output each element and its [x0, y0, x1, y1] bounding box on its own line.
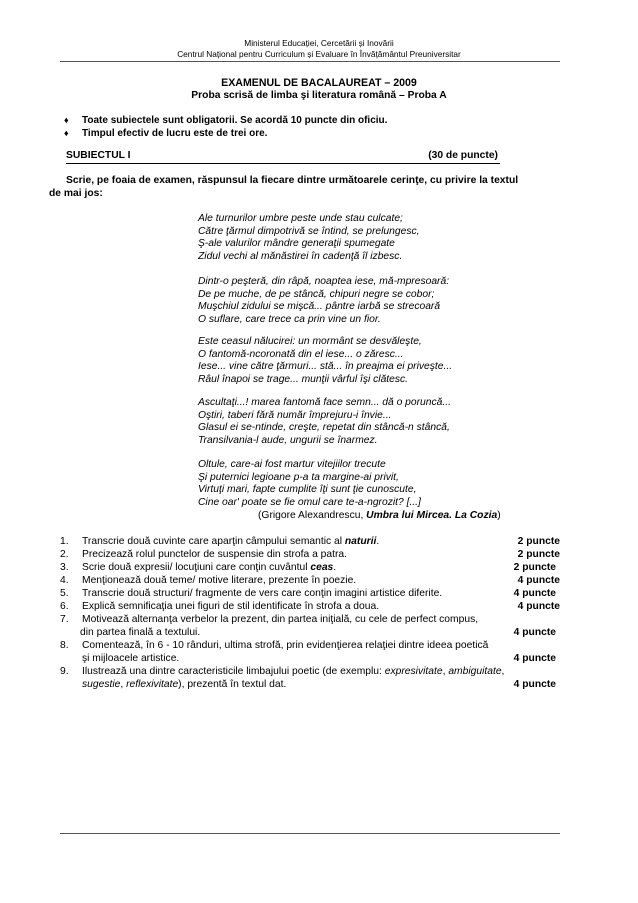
question-points: 4 puncte: [513, 679, 556, 690]
question-number: 1.: [60, 536, 69, 547]
question-item: [60, 640, 489, 665]
question-number: 5.: [60, 588, 69, 599]
question-points: 4 puncte: [517, 575, 560, 586]
poem-stanza: [198, 397, 451, 447]
citation-work: Umbra lui Mircea. La Cozia: [366, 510, 498, 521]
question-keyword: expresivitate: [384, 666, 443, 677]
question-text-part: ,: [442, 666, 449, 677]
poem-verse: Transilvania-l aude, ungurii se înarmez.: [198, 434, 378, 446]
question-text: Transcrie două cuvinte care aparţin câmpului semantic al: [82, 536, 345, 547]
exam-title: EXAMENUL DE BACALAUREAT – 2009: [221, 77, 417, 89]
poem-verse: O suflare, care trece ca prin vine un fior.: [198, 313, 381, 325]
question-keyword: reflexivitate: [126, 678, 179, 690]
poem-verse: Ascultaţi...! marea fantomă face semn... dă o poruncă...: [198, 397, 451, 408]
question-item: [60, 549, 348, 562]
poem-verse: Glasul ei se-ntinde, creşte, repetat din stâncă-n stâncă,: [198, 422, 450, 433]
citation-author: (Grigore Alexandrescu,: [258, 510, 367, 521]
poem-stanza: [198, 459, 421, 509]
question-number: 3.: [60, 562, 69, 573]
question-keyword: naturii: [344, 536, 377, 547]
question-text: Motivează alternanţa verbelor la prezent, din partea iniţială, cu cele de perfect compus,: [82, 614, 479, 625]
ministry-header: Ministerul Educației, Cercetării și Inovării: [244, 38, 394, 48]
poem-stanza: [198, 336, 452, 386]
poem-stanza: [198, 213, 419, 263]
question-keyword: sugestie: [82, 678, 121, 690]
subject-points: (30 de puncte): [428, 150, 498, 161]
rule-item: ♦ Toate subiectele sunt obligatorii. Se acordă 10 puncte din oficiu.: [64, 115, 388, 126]
poem-verse: Virtuţi mari, fapte cumplite îţi sunt ţie cunoscute,: [198, 484, 417, 495]
poem-verse: Oltule, care-ai fost martur vitejiilor trecute: [198, 459, 386, 470]
poem-verse: Şi puternici legioane p-a ta margine-ai privit,: [198, 471, 399, 483]
question-number: 4.: [60, 575, 69, 586]
question-keyword: ceas: [310, 562, 334, 573]
question-text: Explică semnificaţia unei figuri de stil identificate în strofa a doua.: [82, 601, 380, 612]
question-keyword: ambiguitate: [448, 666, 502, 677]
question-text: .: [333, 562, 337, 573]
question-text: .: [376, 536, 380, 547]
exam-subtitle: Proba scrisă de limba şi literatura română – Proba A: [191, 90, 447, 101]
poem-verse: Dintr-o peşteră, din râpă, noaptea iese, mă-mpresoară:: [198, 276, 450, 287]
question-text: Scrie două expresii/ locuţiuni care conţin cuvântul: [82, 562, 311, 573]
poem-verse: O fantomă-ncoronată din el iese... o zăresc...: [198, 348, 404, 360]
subject-label: SUBIECTUL I: [66, 150, 131, 161]
question-item: [60, 601, 380, 614]
question-text: [82, 666, 504, 679]
question-points: 2 puncte: [517, 536, 560, 547]
question-text: Transcrie două structuri/ fragmente de vers care conţin imagini artistice diferite.: [82, 588, 443, 599]
poem-verse: Cine oar' poate se fie omul care te-a-ngrozit? [...]: [198, 496, 421, 508]
question-item: [60, 575, 357, 588]
poem-stanza: [198, 276, 449, 326]
citation-close: ): [497, 510, 501, 521]
question-number: 6.: [60, 601, 69, 612]
poem-verse: Ş-ale valurilor mândre generaţii spumegate: [198, 238, 395, 249]
question-number: 2.: [60, 549, 69, 560]
diamond-bullet-icon: ♦: [64, 128, 69, 138]
instruction-line: Scrie, pe foaia de examen, răspunsul la fiecare dintre următoarele cerinţe, cu privire la textul: [66, 175, 519, 186]
question-item: [60, 562, 337, 575]
poem-citation: [258, 510, 501, 521]
subject-heading: [66, 150, 500, 164]
question-text: Comentează, în 6 - 10 rânduri, ultima strofă, prin evidenţierea relaţiei dintre ideea poetică: [82, 640, 489, 651]
question-item: [60, 666, 505, 691]
center-header: Centrul Național pentru Curriculum și Evaluare în Învățământul Preuniversitar: [177, 49, 461, 59]
poem-verse: De pe muche, de pe stâncă, chipuri negre se cobor;: [198, 288, 435, 300]
question-points: 4 puncte: [517, 601, 560, 612]
rule-item: ♦ Timpul efectiv de lucru este de trei ore.: [64, 128, 268, 139]
instruction-line: de mai jos:: [49, 188, 103, 199]
question-points: 4 puncte: [513, 653, 556, 664]
poem-verse: Ale turnurilor umbre peste unde stau culcate;: [198, 213, 403, 224]
question-number: 9.: [60, 666, 69, 677]
question-points: 4 puncte: [513, 588, 556, 599]
question-text: şi mijloacele artistice.: [82, 652, 180, 664]
question-item: [60, 614, 479, 639]
diamond-bullet-icon: ♦: [64, 115, 69, 125]
footer-divider: [60, 833, 560, 834]
question-text: din partea finală a textului.: [80, 626, 201, 638]
question-points: 2 puncte: [513, 562, 556, 573]
poem-verse: Iese... vine către ţărmuri... stă... în preajma ei priveşte...: [198, 361, 453, 372]
header-divider: [60, 61, 560, 62]
question-text-part: Ilustrează una dintre caracteristicile limbajului poetic (de exemplu:: [82, 666, 385, 677]
poem-verse: Râul înapoi se trage... munţii vârful îşi clătesc.: [198, 373, 409, 385]
question-text: [82, 679, 504, 692]
poem-verse: Este ceasul nălucirei: un mormânt se desvăleşte,: [198, 336, 422, 347]
question-text-part: ,: [501, 666, 505, 677]
poem-verse: Oştiri, taberi fără număr împrejuru-i învie...: [198, 409, 392, 421]
poem-verse: Zidul vechi al mănăstirei în cadenţă îl izbesc.: [198, 250, 403, 262]
poem-verse: Către ţărmul dimpotrivă se întind, se prelungesc,: [198, 225, 420, 237]
question-item: [60, 588, 443, 601]
question-item: [60, 536, 380, 549]
poem-verse: Muşchiul zidului se mişcă... pântre iarbă se strecoară: [198, 301, 441, 312]
question-text: Menţionează două teme/ motive literare, prezente în poezie.: [82, 575, 357, 586]
question-number: 8.: [60, 640, 69, 651]
question-text-part: ), prezentă în textul dat.: [178, 678, 287, 690]
question-number: 7.: [60, 614, 69, 625]
question-text: Precizează rolul punctelor de suspensie din strofa a patra.: [82, 549, 348, 560]
question-points: 2 puncte: [517, 549, 560, 560]
question-text-part: ,: [120, 678, 127, 690]
question-points: 4 puncte: [513, 627, 556, 638]
